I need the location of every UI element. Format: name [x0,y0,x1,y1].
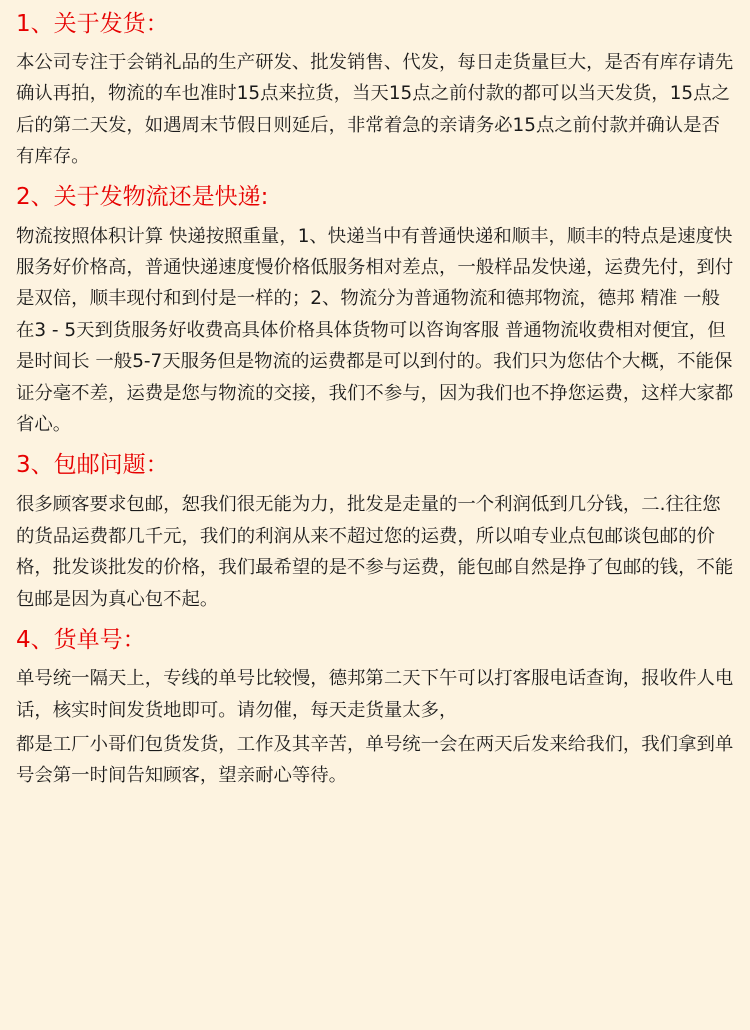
section-free-shipping [16,440,736,615]
section-heading: 1、关于发货： [16,11,169,37]
section-tracking-number [16,615,736,792]
section-paragraph: 本公司专注于会销礼品的生产研发、批发销售、代发，每日走货量巨大，是否有库存请先确认再拍，物流的车也准时15点来拉货，当天15点之前付款的都可以当天发货，15点之后的第二天发，如遇周末节假日则延后，非常着急的亲请务必15点之前付款并确认是否有库存。 [16,52,734,168]
section-paragraph: 物流按照体积计算 快递按照重量，1、快递当中有普通快递和顺丰，顺丰的特点是速度快服务好价格高，普通快递速度慢价格低服务相对差点，一般样品发快递，运费先付，到付是双倍，顺丰现付和到付是一样的；2、物流分为普通物流和德邦物流，德邦 精准 一般在3 - 5天到货服务好收费高具体价格具体货物可以咨询客服 普通物流收费相对便宜，但是时间长 一般5-7天服务但是物流的运费都是可以到付的。我们只为您估个大概，不能保证分毫不差，运费是您与物流的交接，我们不参与，因为我们也不挣您运费，这样大家都省心。 [16,225,734,436]
section-paragraph: 单号统一隔天上，专线的单号比较慢，德邦第二天下午可以打客服电话查询，报收件人电话，核实时间发货地即可。请勿催，每天走货量太多， [16,668,734,721]
section-heading: 2、关于发物流还是快递: [16,183,269,210]
section-paragraph: 很多顾客要求包邮，恕我们很无能为力，批发是走量的一个利润低到几分钱，二.往往您的货品运费都几千元，我们的利润从来不超过您的运费，所以咱专业点包邮谈包邮的价格，批发谈批发的价格，我们最希望的是不参与运费，能包邮自然是挣了包邮的钱，不能包邮是因为真心包不起。 [16,494,734,610]
section-logistics-or-express [16,173,736,441]
section-paragraph: 都是工厂小哥们包货发货，工作及其辛苦，单号统一会在两天后发来给我们，我们拿到单号会第一时间告知顾客，望亲耐心等待。 [16,733,734,787]
section-heading: 4、货单号： [16,627,146,654]
section-shipping [16,0,736,173]
section-heading: 3、包邮问题： [16,452,169,479]
